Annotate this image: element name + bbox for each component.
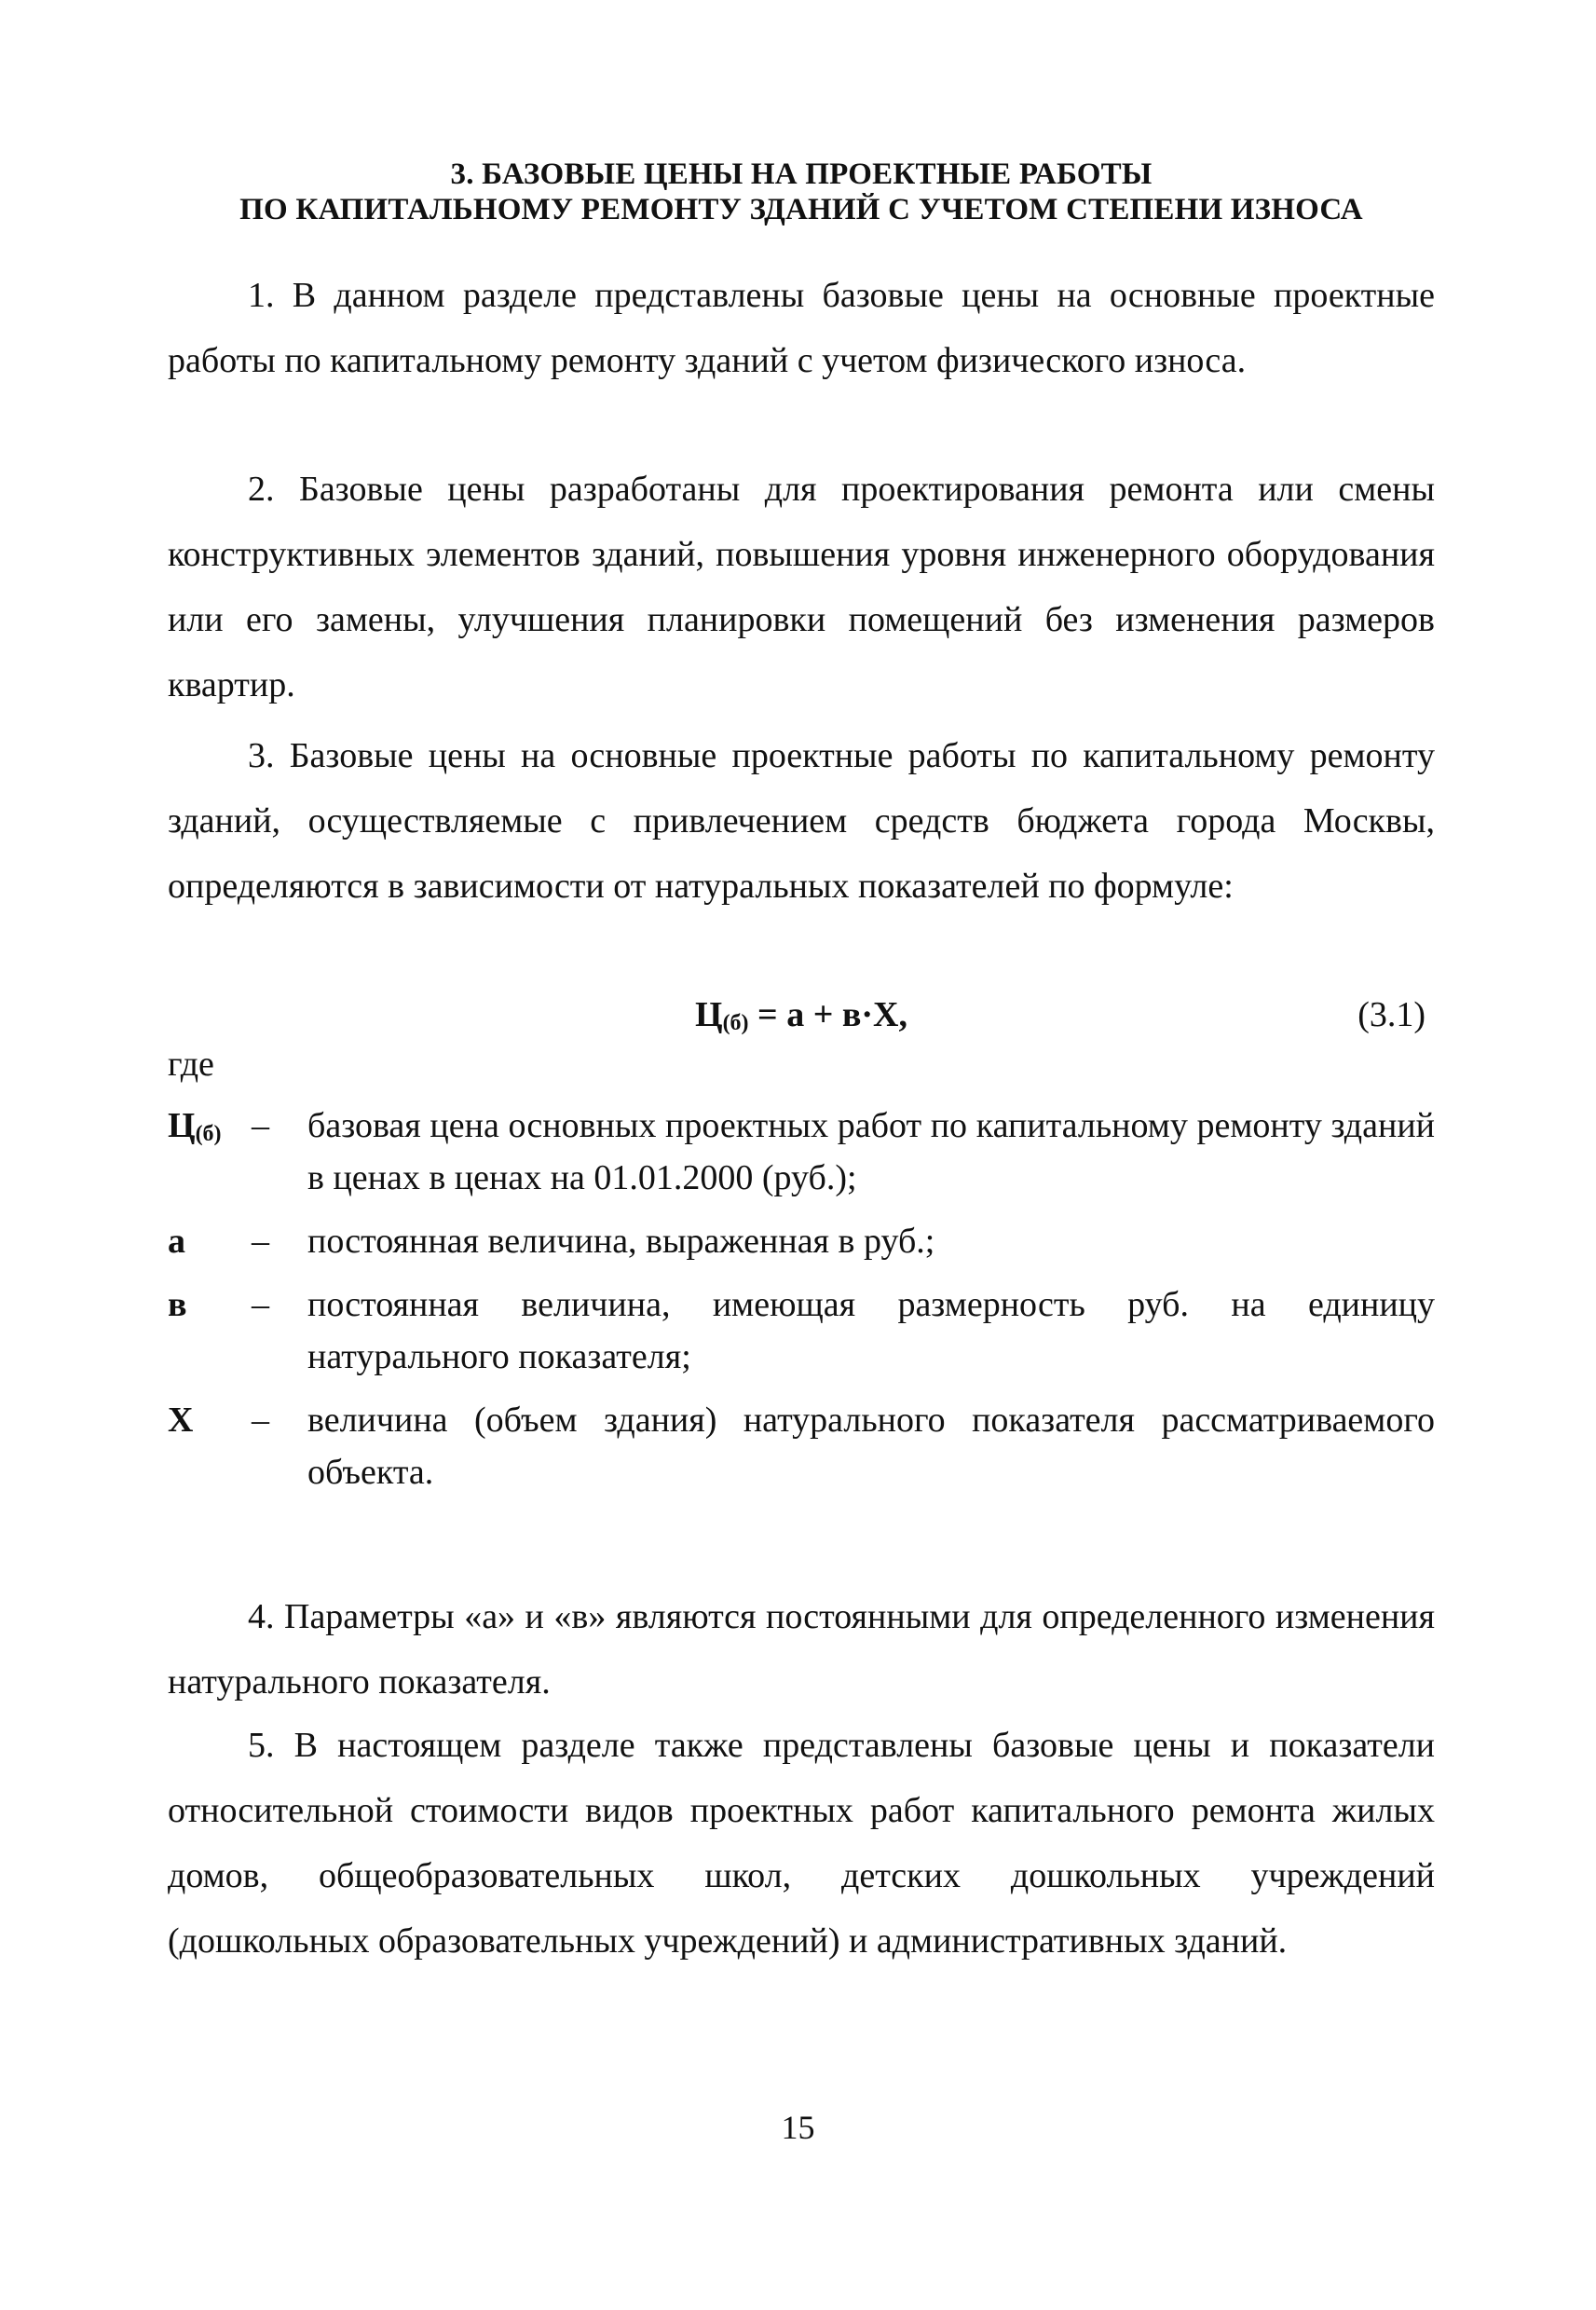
paragraph-2: 2. Базовые цены разработаны для проектирования ремонта или смены конструктивных элементов зданий, повышения уровня инженерного оборудования или его замены, улучшения планировки помещений без изменения размеров квартир. [168,470,1435,704]
formula-number: (3.1) [1357,995,1425,1034]
formula-symbol: Ц [695,995,723,1034]
page-number: 15 [781,2109,815,2146]
formula-expression [168,994,1435,1036]
definition-dash: – [252,1401,269,1440]
paragraph-4: 4. Параметры «а» и «в» являются постоянными для определенного изменения натурального показателя. [168,1597,1435,1702]
paragraph-5: 5. В настоящем разделе также представлены базовые цены и показатели относительной стоимости видов проектных работ капитального ремонта жилых домов, общеобразовательных школ, детских дошкольных учреждений (дошкольных образовательных учреждений) и административных зданий. [168,1726,1435,1961]
definitions-list [168,1100,1435,1510]
section-heading [168,157,1435,227]
formula-rhs: = а + в·Х, [748,995,907,1034]
definition-symbol: в [168,1285,187,1324]
definition-text: постоянная величина, имеющая размерность руб. на единицу натурального показателя; [307,1285,1435,1376]
formula-subscript: (б) [722,1011,749,1035]
definition-text: постоянная величина, выраженная в руб.; [307,1222,935,1261]
definition-dash: – [252,1222,269,1261]
heading-line-2: ПО КАПИТАЛЬНОМУ РЕМОНТУ ЗДАНИЙ С УЧЕТОМ СТЕПЕНИ ИЗНОСА [239,193,1363,226]
definition-item [168,1278,1435,1383]
paragraph-1: 1. В данном разделе представлены базовые цены на основные проектные работы по капитальному ремонту зданий с учетом физического износа. [168,276,1435,380]
heading-line-1: 3. БАЗОВЫЕ ЦЕНЫ НА ПРОЕКТНЫЕ РАБОТЫ [450,157,1153,191]
definition-item [168,1100,1435,1204]
definition-symbol: $Ц_{(б)}$ [168,1106,222,1146]
paragraph-3: 3. Базовые цены на основные проектные работы по капитальному ремонту зданий, осуществляемые с привлечением средств бюджета города Москвы, определяются в зависимости от натуральных показателей по формуле: [168,736,1435,906]
definition-item [168,1394,1435,1498]
definition-dash: – [252,1285,269,1324]
where-label: где [168,1045,214,1084]
definition-symbol: а [168,1222,185,1261]
definition-text: базовая цена основных проектных работ по капитальному ремонту зданий в ценах в ценах на 01.01.2000 (руб.); [307,1106,1435,1197]
definition-text: величина (объем здания) натурального показателя рассматриваемого объекта. [307,1401,1435,1492]
definition-symbol: Х [168,1401,194,1440]
definition-item [168,1215,1435,1267]
formula-3-1 [168,989,1435,1045]
definition-dash: – [252,1106,269,1145]
